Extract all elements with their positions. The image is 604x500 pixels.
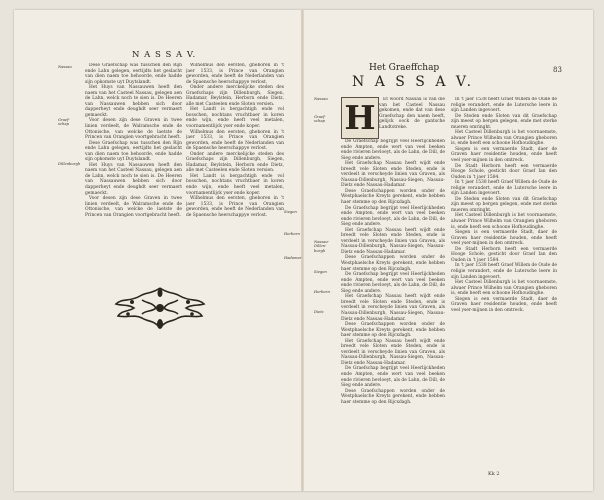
- left-column-1: [85, 63, 182, 245]
- right-column-1-main: [341, 139, 445, 470]
- left-column-2: [186, 63, 284, 281]
- paragraph: Wilhelmus den eersten, gheboren in 't jaer 1533, is Prince van Orangien geworden, ende heeft de Nederlanden van de Spaensche heerschappye verlost.: [186, 196, 284, 218]
- right-column-1: [379, 97, 445, 139]
- paragraph: Dese Graefschap was tusschen den Rijn ende Lahn gelegen, eertijdts het geslacht van dien naem toe behoorde, ende hadde sijn opkomste uyt Duytslandt.: [85, 140, 182, 163]
- paragraph: Het Landt is bergachtigh ende vol bosschen, nochtans vruchtbaer in koren ende wijn, ende heeft veel metalen, voornamentlijck yser ende koper.: [186, 173, 284, 196]
- center-fold: [301, 10, 304, 491]
- paragraph: Het Huys van Nassauwen heeft den naem van het Casteel Nassau, gelegen aen de Lahn, welck noch te sien is. De Heeren van Nassauwen hebben sich door dapperheyt ende deughdt seer vermaert gemaeckt.: [85, 162, 182, 196]
- right-margin-note: Nassau-Dillen-burgh: [314, 240, 330, 253]
- paragraph: In 't jaer 1538 heeft Graef Willem de Oude de religie verandert, ende de Lutersche leere in sijn Landen ingevoert.: [451, 263, 557, 280]
- paragraph: Onder andere merckelijcke steden des Graefschaps zijn Dillenburgh, Siegen, Hadamar, Beylstein, Herborn ende Dietz, alle met Casteelen ende Sloten versien.: [186, 151, 284, 174]
- paragraph: Siegen is een vermaerde Stadt, daer de Graven haer residentie houden, ende heeft veel yser-mijnen in den omtreck.: [451, 230, 557, 247]
- paragraph: Dese Graefschappen worden onder de Westphaelsche Kreyts gerekent, ende hebben haer stemme op den Rijcxdagh.: [341, 322, 445, 339]
- paragraph: Het Landt is bergachtigh ende vol bosschen, nochtans vruchtbaer in koren ende wijn, ende heeft veel metalen, voornamentlijck yser ende koper.: [186, 107, 284, 130]
- left-page-header: N A S S A V.: [132, 50, 197, 60]
- left-margin-note: Graef-schap: [58, 118, 70, 127]
- paragraph: De Graefschap begrijpt veel Heerlijckheden ende Ampten, ende wert van veel beeken ende rivieren bevloeyt, als de Lahn, de Dill, de Sieg ende andere.: [341, 366, 445, 389]
- paragraph: Dese Graefschappen worden onder de Westphaelsche Kreyts gerekent, ende hebben haer stemme op den Rijcxdagh.: [341, 255, 445, 272]
- paragraph: Dese Graefschappen worden onder de Westphaelsche Kreyts gerekent, ende hebben haer stemme op den Rijcxdagh.: [341, 388, 445, 405]
- right-page-header-line1: Het Graeffchap: [369, 63, 440, 73]
- paragraph: Het Graefschap Nassau heeft wijdt ende breedt vele Sloten ende Steden, ende is verdeelt in verscheyde linien van Graven, als Nassau-Dillenburgh, Nassau-Siegen, Nassau-Dietz ende Nassau-Hadamar.: [341, 338, 445, 366]
- paragraph: De Graefschap begrijpt veel Heerlijckheden ende Ampten, ende wert van veel beeken ende rivieren bevloeyt, als de Lahn, de Dill, de Sieg ende andere.: [341, 272, 445, 294]
- paragraph: Et woord Nassau is van die van het Casteel Nassau gekomen, ende dat van dese Graefschap den naem heeft, gelijck oock de gantsche Landtstreke.: [379, 97, 445, 130]
- paragraph: Siegen is een vermaerde Stadt, daer de Graven haer residentie houden, ende heeft veel yser-mijnen in den omtreck.: [451, 296, 557, 313]
- left-margin-note: Nassau: [58, 65, 72, 69]
- paragraph: Het Graefschap Nassau heeft wijdt ende breedt vele Sloten ende Steden, ende is verdeelt in verscheyde linien van Graven, als Nassau-Dillenburgh, Nassau-Siegen, Nassau-Dietz ende Nassau-Hadamar.: [341, 161, 445, 189]
- paragraph: De Stadt Herborn heeft een vermaerde Hooge Schole, gesticht door Graef Ian den Ouden in 't jaer 1584.: [451, 163, 557, 180]
- paragraph: Wilhelmus den eersten, gheboren in 't jaer 1533, is Prince van Orangien geworden, ende heeft de Nederlanden van de Spaensche heerschappye verlost.: [186, 63, 284, 85]
- paragraph: In 't jaer 1538 heeft Graef Willem de Oude de religie verandert, ende de Lutersche leere in sijn Landen ingevoert.: [451, 97, 557, 114]
- left-inner-margin-note: Herborn: [284, 232, 300, 236]
- paragraph: Onder andere merckelijcke steden des Graefschaps zijn Dillenburgh, Siegen, Hadamar, Beylstein, Herborn ende Dietz, alle met Casteelen ende Sloten versien.: [186, 85, 284, 107]
- left-inner-margin-note: Hadamar: [284, 256, 302, 260]
- paragraph: De Stadt Herborn heeft een vermaerde Hooge Schole, gesticht door Graef Ian den Ouden in 't jaer 1584.: [451, 246, 557, 263]
- paragraph: Het Graefschap Nassau heeft wijdt ende breedt vele Sloten ende Steden, ende is verdeelt in verscheyde linien van Graven, als Nassau-Dillenburgh, Nassau-Siegen, Nassau-Dietz ende Nassau-Hadamar.: [341, 294, 445, 322]
- paragraph: Siegen is een vermaerde Stadt, daer de Graven haer residentie houden, ende heeft veel yser-mijnen in den omtreck.: [451, 146, 557, 164]
- right-column-2: [451, 97, 557, 469]
- paragraph: De Steden ende Sloten van dit Graefschap zijn meest op bergen gelegen, ende met sterke mueren omringht.: [451, 113, 557, 130]
- paragraph: Het Casteel Dillenburgh is het voornaemste, alwaer Prince Wilhelm van Orangien gheboren is, ende heeft een schoone Hofhoudinghe.: [451, 213, 557, 230]
- paragraph: In 't jaer 1538 heeft Graef Willem de Oude de religie verandert, ende de Lutersche leere in sijn Landen ingevoert.: [451, 180, 557, 197]
- ornament-tailpiece: [112, 284, 208, 332]
- signature-mark: Kk 2: [488, 471, 500, 477]
- right-page-header-line2: N A S S A V.: [352, 74, 475, 90]
- paragraph: De Graefschap begrijpt veel Heerlijckheden ende Ampten, ende wert van veel beeken ende rivieren bevloeyt, als de Lahn, de Dill, de Sieg ende andere.: [341, 205, 445, 228]
- paragraph: Voor desen zijn dese Graven in twee linien verdeelt, de Walramsche ende de Ottonische, van welcke de laetste de Princen van Orangien voortgebracht heeft.: [85, 118, 182, 141]
- paragraph: Het Huys van Nassauwen heeft den naem van het Casteel Nassau, gelegen aen de Lahn, welck noch te sien is. De Heeren van Nassauwen hebben sich door dapperheyt ende deughdt seer vermaert gemaeckt.: [85, 85, 182, 118]
- paragraph: Wilhelmus den eersten, gheboren in 't jaer 1533, is Prince van Orangien geworden, ende heeft de Nederlanden van de Spaensche heerschappye verlost.: [186, 129, 284, 152]
- page-number: 83: [553, 66, 562, 74]
- paragraph: Dese Graefschap was tusschen den Rijn ende Lahn gelegen, eertijdts het geslacht van dien naem toe behoorde, ende hadde sijn opkomste uyt Duytslandt.: [85, 63, 182, 85]
- paragraph: De Steden ende Sloten van dit Graefschap zijn meest op bergen gelegen, ende met sterke mueren omringht.: [451, 196, 557, 213]
- paragraph: Voor desen zijn dese Graven in twee linien verdeelt, de Walramsche ende de Ottonische, van welcke de laetste de Princen van Orangien voortgebracht heeft.: [85, 196, 182, 218]
- right-margin-note: Graef-schap: [314, 115, 326, 124]
- right-margin-note: Herborn: [314, 290, 330, 294]
- left-margin-note: Dillenburgh: [58, 162, 80, 166]
- paragraph: Het Casteel Dillenburgh is het voornaemste, alwaer Prince Wilhelm van Orangien gheboren is, ende heeft een schoone Hofhoudinghe.: [451, 130, 557, 147]
- paragraph: Het Graefschap Nassau heeft wijdt ende breedt vele Sloten ende Steden, ende is verdeelt in verscheyde linien van Graven, als Nassau-Dillenburgh, Nassau-Siegen, Nassau-Dietz ende Nassau-Hadamar.: [341, 227, 445, 255]
- paragraph: Dese Graefschappen worden onder de Westphaelsche Kreyts gerekent, ende hebben haer stemme op den Rijcxdagh.: [341, 188, 445, 206]
- drop-cap: [341, 97, 379, 139]
- drop-cap-letter: H: [344, 98, 376, 137]
- paragraph: De Graefschap begrijpt veel Heerlijckheden ende Ampten, ende wert van veel beeken ende rivieren bevloeyt, als de Lahn, de Dill, de Sieg ende andere.: [341, 139, 445, 161]
- paragraph: Het Casteel Dillenburgh is het voornaemste, alwaer Prince Wilhelm van Orangien gheboren is, ende heeft een schoone Hofhoudinghe.: [451, 280, 557, 297]
- right-margin-note: Nassau: [314, 97, 328, 101]
- right-margin-note: Siegen: [314, 270, 327, 274]
- right-margin-note: Dietz: [314, 310, 324, 314]
- left-inner-margin-note: Siegen: [284, 210, 297, 214]
